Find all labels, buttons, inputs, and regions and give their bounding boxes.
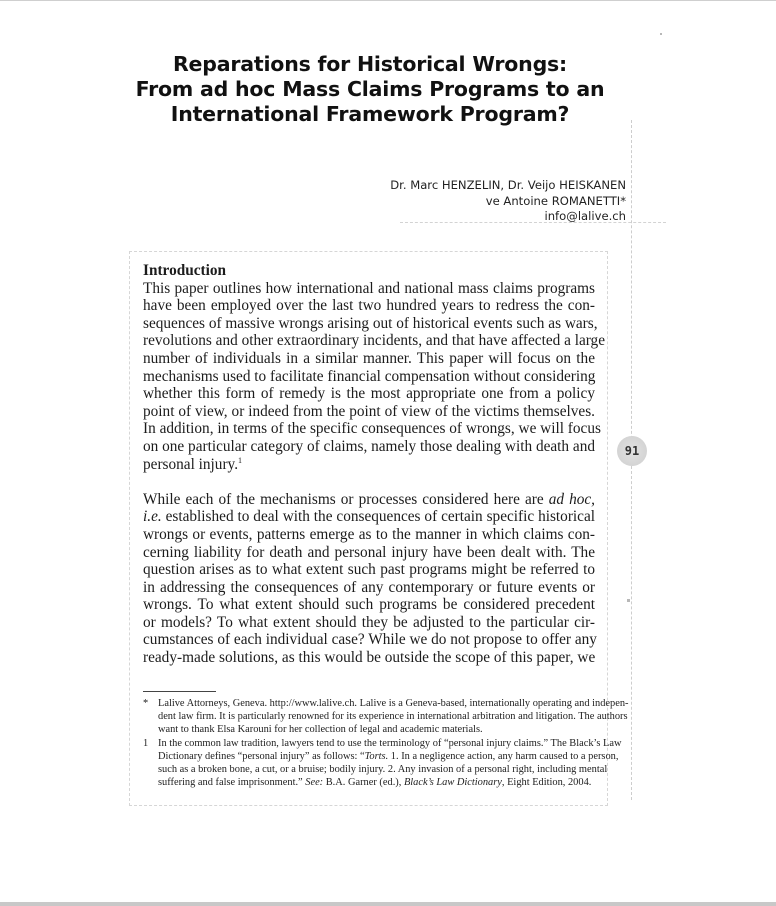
footnote-line: In the common law tradition, lawyers tend to use the terminology of “personal injury claims.” The Black’s Law xyxy=(158,737,622,749)
text-line: point of view, or indeed from the point of view of the victims themselves. xyxy=(143,402,595,420)
footnote-line: want to thank Elsa Karouni for her collection of legal and academic materials. xyxy=(158,724,483,736)
scan-speck xyxy=(627,599,630,602)
page-top-edge xyxy=(0,0,776,1)
body-text xyxy=(143,262,605,667)
author-names-cont: ve Antoine ROMANETTI* xyxy=(485,193,626,208)
crop-guide-horizontal xyxy=(400,222,666,223)
italic-term: Torts. xyxy=(364,750,389,762)
footnotes xyxy=(143,697,629,789)
footnote-ref-1[interactable]: 1 xyxy=(238,455,243,465)
text-fragment: While each of the mechanisms or processes considered here are xyxy=(143,490,549,508)
text-line: revolutions and other extraordinary incidents, and that have affected a large xyxy=(143,332,605,350)
text-line xyxy=(143,456,595,474)
footnote-line: dent law firm. It is particularly renowned for its experience in international arbitration and litigation. The authors xyxy=(158,711,628,723)
text-line: cerning liability for death and personal injury have been dealt with. The xyxy=(143,543,595,561)
text-line: wrongs. To what extent should such programs be considered precedent xyxy=(143,596,595,614)
italic-term: i.e. xyxy=(143,508,162,526)
text-fragment: suffering and false imprisonment.” xyxy=(158,777,306,789)
text-line: wrongs or events, patterns emerge as to the manner in which claims con- xyxy=(143,525,595,543)
text-line: ready-made solutions, as this would be outside the scope of this paper, we xyxy=(143,649,596,667)
footnote-line xyxy=(158,776,595,789)
footnote-line: Lalive Attorneys, Geneva. http://www.lalive.ch. Lalive is a Geneva-based, internationally operating and indepen- xyxy=(158,698,629,709)
italic-term: See: xyxy=(305,777,324,789)
text-fragment: , Eight Edition, 2004. xyxy=(501,777,592,789)
section-heading: Introduction xyxy=(143,262,227,279)
text-fragment: B.A. Garner (ed.), xyxy=(323,777,404,789)
author-email: info@lalive.ch xyxy=(544,209,626,223)
text-fragment: personal injury. xyxy=(143,455,239,473)
italic-title: Black’s Law Dictionary xyxy=(403,777,502,789)
text-line: in addressing the consequences of any contemporary or future events or xyxy=(143,578,595,596)
footnote-1 xyxy=(143,737,622,790)
author-names: Dr. Marc HENZELIN, Dr. Veijo HEISKANEN xyxy=(390,178,626,192)
text-line: number of individuals in a similar manner. This paper will focus on the xyxy=(143,349,595,367)
title-line: Reparations for Historical Wrongs: xyxy=(172,52,568,76)
paragraph-1 xyxy=(143,279,605,474)
page-number: 91 xyxy=(624,444,640,458)
text-line: have been employed over the last two hundred years to redress the con- xyxy=(143,297,595,315)
text-line xyxy=(143,491,595,509)
text-line: on one particular category of claims, namely those dealing with death and xyxy=(143,437,595,455)
page-number-badge xyxy=(617,436,647,466)
text-line: whether this form of remedy is the most appropriate one from a policy xyxy=(143,385,595,403)
text-line: This paper outlines how international and national mass claims programs xyxy=(143,279,595,297)
footnote-line: such as a broken bone, a cut, or a bruise; bodily injury. 2. Any invasion of a personal right, including mental xyxy=(158,763,608,775)
scan-speck xyxy=(660,33,662,35)
paper-title xyxy=(130,52,610,127)
footnote-line xyxy=(158,750,619,763)
text-line: question arises as to what extent such past programs might be referred to xyxy=(143,561,595,579)
text-line: mechanisms used to facilitate financial compensation without considering xyxy=(143,367,596,385)
page-bottom-edge xyxy=(0,902,776,906)
author-block xyxy=(360,178,626,225)
text-line: sequences of massive wrongs arising out of historical events such as wars, xyxy=(143,314,598,332)
text-line: cumstances of each individual case? While we do not propose to offer any xyxy=(143,631,597,649)
footnote-marker: * xyxy=(143,698,149,709)
text-fragment: Dictionary defines “personal injury” as follows: “ xyxy=(158,750,365,762)
footnote-author xyxy=(143,697,629,737)
text-line xyxy=(143,508,595,526)
text-line: In addition, in terms of the specific consequences of wrongs, we will focus xyxy=(143,420,601,438)
text-fragment: established to deal with the consequences of certain specific historical xyxy=(161,508,595,526)
paragraph-2 xyxy=(143,491,595,667)
text-line: or models? To what extent should they be adjusted to the particular cir- xyxy=(143,613,595,631)
paragraph-spacer xyxy=(143,473,595,491)
footnote-marker: 1 xyxy=(143,737,149,749)
footnote-separator xyxy=(143,691,216,692)
text-fragment: 1. In a negligence action, any harm caused to a person, xyxy=(388,750,619,762)
title-line: International Framework Program? xyxy=(170,102,570,126)
italic-term: ad hoc, xyxy=(548,490,595,508)
title-line: From ad hoc Mass Claims Programs to an xyxy=(135,77,605,101)
